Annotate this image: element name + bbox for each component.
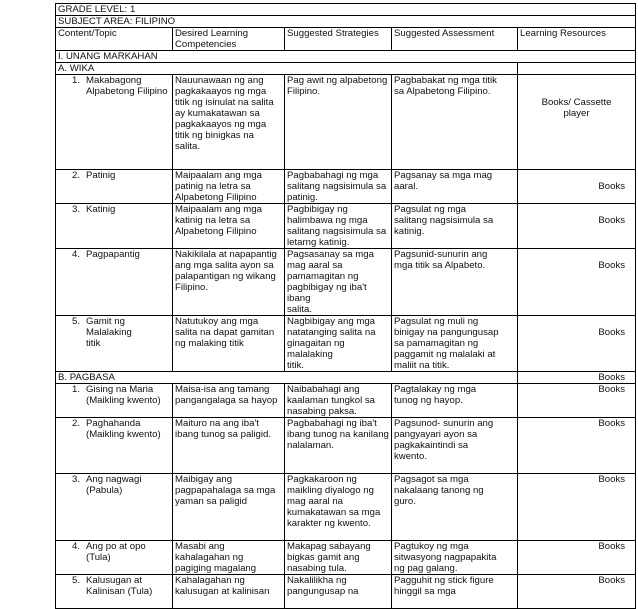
empty-cell (518, 63, 636, 75)
topic-number: 5. (71, 575, 80, 586)
topic-label: Kalusugan at Kalinisan (Tula) (86, 575, 153, 597)
section-title: A. WIKA (56, 63, 518, 75)
topic-item (58, 249, 170, 260)
assessment-cell: Pagtukoy ng mga sitwasyong nagpapakita ng pag galang. (392, 541, 518, 575)
strategy-cell: Pagsasanay sa mga mag aaral sa pamamagitan ng pagbibigay ng iba't ibang salita. (285, 249, 392, 316)
topic-cell (56, 170, 173, 204)
topic-number: 1. (71, 75, 80, 86)
strategy-cell: Pagbabahagi ng mga salitang nagsisimula sa patinig. (285, 170, 392, 204)
learning-resource: Books (518, 204, 636, 249)
strategy-cell: Pagbibigay ng halimbawa ng mga salitang nagsisimula sa letarng katinig. (285, 204, 392, 249)
column-header-competencies: Desired Learning Competencies (173, 28, 285, 51)
curriculum-sheet (55, 3, 635, 609)
competency-cell: Nakikilala at napapantig ang mga salita ayon sa palapantigan ng wikang Filipino. (173, 249, 285, 316)
competency-cell: Natutukoy ang mga salita na dapat gamitan ng malaking titik (173, 316, 285, 372)
strategy-cell: Pag awit ng alpabetong Filipino. (285, 75, 392, 170)
topic-label: Gamit ng Malalaking titik (86, 316, 132, 349)
column-header-strategies: Suggested Strategies (285, 28, 392, 51)
table-row (56, 316, 636, 372)
topic-item (58, 384, 170, 406)
quarter-title: I. UNANG MARKAHAN (56, 51, 636, 63)
assessment-cell: Pagsanay sa mga mag aaral. (392, 170, 518, 204)
assessment-cell: Pagtalakay ng mga tunog ng hayop. (392, 384, 518, 418)
competency-cell: Nauunawaan ng ang pagkakaayos ng mga titik ng isinulat na salita ay kumakatawan sa pagkakaayos ng mga titik ng binigkas na salita. (173, 75, 285, 170)
table-row (56, 249, 636, 316)
competency-cell: Maituro na ang iba't ibang tunog sa paligid. (173, 418, 285, 474)
table-row (56, 418, 636, 474)
learning-resource: Books (518, 372, 636, 384)
assessment-cell: Pagguhit ng stick figure hinggil sa mga (392, 575, 518, 609)
competency-cell: Maipaalam ang mga katinig na letra sa Alpabetong Filipino (173, 204, 285, 249)
subject-area-row (56, 16, 636, 28)
topic-cell (56, 575, 173, 609)
learning-resource: Books (518, 418, 636, 474)
topic-cell (56, 75, 173, 170)
table-row (56, 541, 636, 575)
topic-number: 4. (71, 541, 80, 552)
competency-cell: Masabi ang kahalagahan ng pagiging magalang (173, 541, 285, 575)
topic-number: 4. (71, 249, 80, 260)
topic-cell (56, 204, 173, 249)
curriculum-table (55, 3, 636, 609)
strategy-cell: Makapag sabayang bigkas gamit ang nasabing tula. (285, 541, 392, 575)
topic-number: 2. (71, 418, 80, 429)
table-row (56, 204, 636, 249)
topic-item (58, 170, 170, 181)
column-header-assessment: Suggested Assessment (392, 28, 518, 51)
column-header-row (56, 28, 636, 51)
table-row (56, 575, 636, 609)
assessment-cell: Pagsulat ng mga salitang nagsisimula sa katinig. (392, 204, 518, 249)
strategy-cell: Pagbabahagi ng iba't ibang tunog na kanilang nalalaman. (285, 418, 392, 474)
topic-number: 1. (71, 384, 80, 395)
learning-resource: Books (518, 474, 636, 541)
topic-label: Makabagong Alpabetong Filipino (86, 75, 168, 97)
table-row (56, 474, 636, 541)
section-row (56, 372, 636, 384)
table-row (56, 75, 636, 170)
topic-number: 2. (71, 170, 80, 181)
strategy-cell: Nagbibigay ang mga natatanging salita na ginagaitan ng malalaking titik. (285, 316, 392, 372)
topic-item (58, 418, 170, 440)
topic-cell (56, 474, 173, 541)
learning-resource: Books (518, 541, 636, 575)
strategy-cell: Naibabahagi ang kaalaman tungkol sa nasabing paksa. (285, 384, 392, 418)
topic-cell (56, 541, 173, 575)
topic-cell (56, 418, 173, 474)
learning-resource: Books (518, 316, 636, 372)
topic-label: Ang nagwagi (Pabula) (86, 474, 142, 496)
column-header-resources: Learning Resources (518, 28, 636, 51)
learning-resource: Books (518, 170, 636, 204)
competency-cell: Maisa-isa ang tamang pangangalaga sa hayop (173, 384, 285, 418)
topic-label: Gising na Maria (Maikling kwento) (86, 384, 161, 406)
topic-label: Ang po at opo (Tula) (86, 541, 146, 563)
topic-item (58, 541, 170, 563)
quarter-row (56, 51, 636, 63)
learning-resource: Books (518, 575, 636, 609)
assessment-cell: Pagbabakat ng mga titik sa Alpabetong Filipino. (392, 75, 518, 170)
assessment-cell: Pagsulat ng muli ng binigay na pangungusap sa pamamagitan ng paggamit ng malalaki at maliit na titik. (392, 316, 518, 372)
topic-label: Patinig (86, 170, 116, 181)
topic-number: 3. (71, 474, 80, 485)
topic-item (58, 204, 170, 215)
learning-resource: Books/ Cassette player (518, 75, 636, 170)
strategy-cell: Nakalilikha ng pangungusap na (285, 575, 392, 609)
topic-cell (56, 316, 173, 372)
topic-item (58, 75, 170, 97)
section-row (56, 63, 636, 75)
topic-label: Katinig (86, 204, 116, 215)
topic-item (58, 316, 170, 349)
learning-resource: Books (518, 384, 636, 418)
topic-item (58, 575, 170, 597)
section-title: B. PAGBASA (56, 372, 518, 384)
grade-level-row (56, 4, 636, 16)
assessment-cell: Pagsunid-sunurin ang mga titik sa Alpabeto. (392, 249, 518, 316)
topic-cell (56, 384, 173, 418)
topic-label: Pagpapantig (86, 249, 140, 260)
competency-cell: Maipaalam ang mga patinig na letra sa Alpabetong Filipino (173, 170, 285, 204)
learning-resource: Books (518, 249, 636, 316)
competency-cell: Kahalagahan ng kalusugan at kalinisan (173, 575, 285, 609)
strategy-cell: Pagkakaroon ng maikling diyalogo ng mag aaral na kumakatawan sa mga karakter ng kwento. (285, 474, 392, 541)
topic-number: 3. (71, 204, 80, 215)
grade-level: GRADE LEVEL: 1 (56, 4, 636, 16)
topic-number: 5. (71, 316, 80, 327)
assessment-cell: Pagsagot sa mga nakalaang tanong ng guro. (392, 474, 518, 541)
assessment-cell: Pagsunod- sunurin ang pangyayari ayon sa pagkakaintindi sa kwento. (392, 418, 518, 474)
table-row (56, 384, 636, 418)
table-row (56, 170, 636, 204)
column-header-topic: Content/Topic (56, 28, 173, 51)
topic-label: Paghahanda (Maikling kwento) (86, 418, 161, 440)
subject-area: SUBJECT AREA: FILIPINO (56, 16, 636, 28)
competency-cell: Maibigay ang pagpapahalaga sa mga yaman sa paligid (173, 474, 285, 541)
topic-cell (56, 249, 173, 316)
